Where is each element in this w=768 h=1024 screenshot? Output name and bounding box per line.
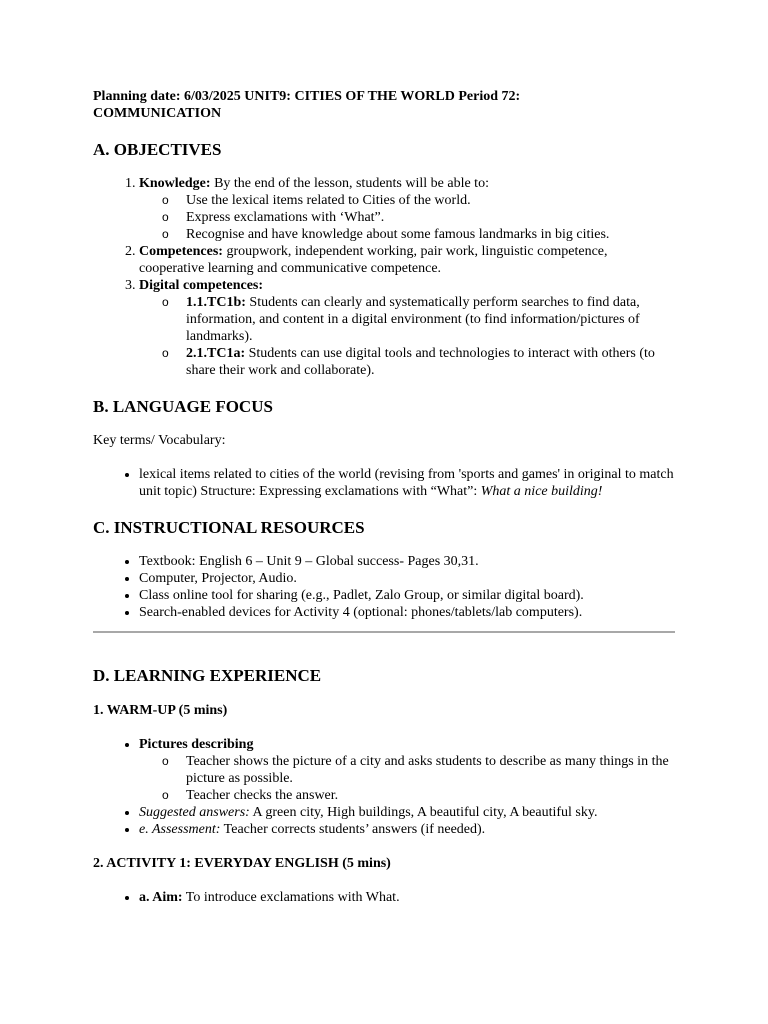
knowledge-item: o Use the lexical items related to Cities of the world.	[186, 192, 675, 209]
competences-label: Competences:	[139, 244, 223, 259]
knowledge-item: o Recognise and have knowledge about some famous landmarks in big cities.	[186, 226, 675, 243]
resources-heading: C. INSTRUCTIONAL RESOURCES	[93, 518, 365, 537]
language-focus-item	[139, 466, 675, 500]
example-text: What a nice building!	[480, 484, 603, 499]
resource-item: • Computer, Projector, Audio.	[139, 570, 675, 587]
pictures-step: o Teacher shows the picture of a city and asks students to describe as many things in the picture as possible.	[186, 753, 675, 787]
knowledge-sublist	[139, 192, 675, 243]
objectives-heading: A. OBJECTIVES	[93, 140, 222, 159]
vocab-text: lexical items related to cities of the world (revising from 'sports and games' in original to match unit topic) Structure: Expressing exclamations with “What”:	[139, 467, 674, 499]
suggested-item	[139, 804, 675, 821]
pictures-item	[139, 736, 675, 804]
competences-text: groupwork, independent working, pair work, linguistic competence, cooperative learning and communicative competence.	[139, 244, 608, 276]
digital-code: 2.1.TC1a:	[186, 346, 246, 361]
resource-item: • Class online tool for sharing (e.g., Padlet, Zalo Group, or similar digital board).	[139, 587, 675, 604]
warmup-list	[93, 736, 675, 838]
objective-knowledge	[139, 175, 675, 243]
planning-line-1: Planning date: 6/03/2025 UNIT9: CITIES OF THE WORLD Period 72:	[93, 89, 521, 104]
digital-label: Digital competences:	[139, 278, 264, 293]
suggested-text: A green city, High buildings, A beautiful city, A beautiful sky.	[249, 805, 598, 820]
digital-sublist	[139, 294, 675, 379]
suggested-label: Suggested answers:	[139, 805, 250, 820]
objectives-list	[93, 175, 675, 379]
digital-text: Students can clearly and systematically perform searches to find data, information, and content in a digital environment (to find information/pictures of landmarks).	[186, 295, 640, 344]
objective-digital	[139, 277, 675, 379]
document-page	[93, 88, 675, 906]
assessment-item	[139, 821, 675, 838]
section-divider	[93, 631, 675, 633]
activity1-heading: 2. ACTIVITY 1: EVERYDAY ENGLISH (5 mins)	[93, 856, 391, 871]
aim-text: To introduce exclamations with What.	[182, 890, 400, 905]
digital-code: 1.1.TC1b:	[186, 295, 246, 310]
language-focus-list	[93, 466, 675, 500]
pictures-label: Pictures describing	[139, 737, 254, 752]
knowledge-label: Knowledge:	[139, 176, 211, 191]
digital-item	[186, 345, 675, 379]
digital-item	[186, 294, 675, 345]
digital-text: Students can use digital tools and technologies to interact with others (to share their work and collaborate).	[186, 346, 655, 378]
assessment-label: e. Assessment:	[139, 822, 221, 837]
aim-label: a. Aim:	[139, 890, 183, 905]
pictures-sublist	[139, 753, 675, 804]
planning-header	[93, 88, 675, 122]
assessment-text: Teacher corrects students’ answers (if needed).	[220, 822, 486, 837]
experience-heading: D. LEARNING EXPERIENCE	[93, 666, 322, 685]
knowledge-item: o Express exclamations with ‘What”.	[186, 209, 675, 226]
resource-item: • Textbook: English 6 – Unit 9 – Global success- Pages 30,31.	[139, 553, 675, 570]
resources-list	[93, 553, 675, 621]
planning-line-2: COMMUNICATION	[93, 106, 222, 121]
activity1-list	[93, 889, 675, 906]
warmup-heading: 1. WARM-UP (5 mins)	[93, 703, 228, 718]
aim-item	[139, 889, 675, 906]
key-terms-label: Key terms/ Vocabulary:	[93, 433, 226, 448]
language-focus-heading: B. LANGUAGE FOCUS	[93, 397, 273, 416]
resource-item: • Search-enabled devices for Activity 4 (optional: phones/tablets/lab computers).	[139, 604, 675, 621]
objective-competences	[139, 243, 675, 277]
pictures-step: o Teacher checks the answer.	[186, 787, 675, 804]
knowledge-text: By the end of the lesson, students will be able to:	[210, 176, 489, 191]
